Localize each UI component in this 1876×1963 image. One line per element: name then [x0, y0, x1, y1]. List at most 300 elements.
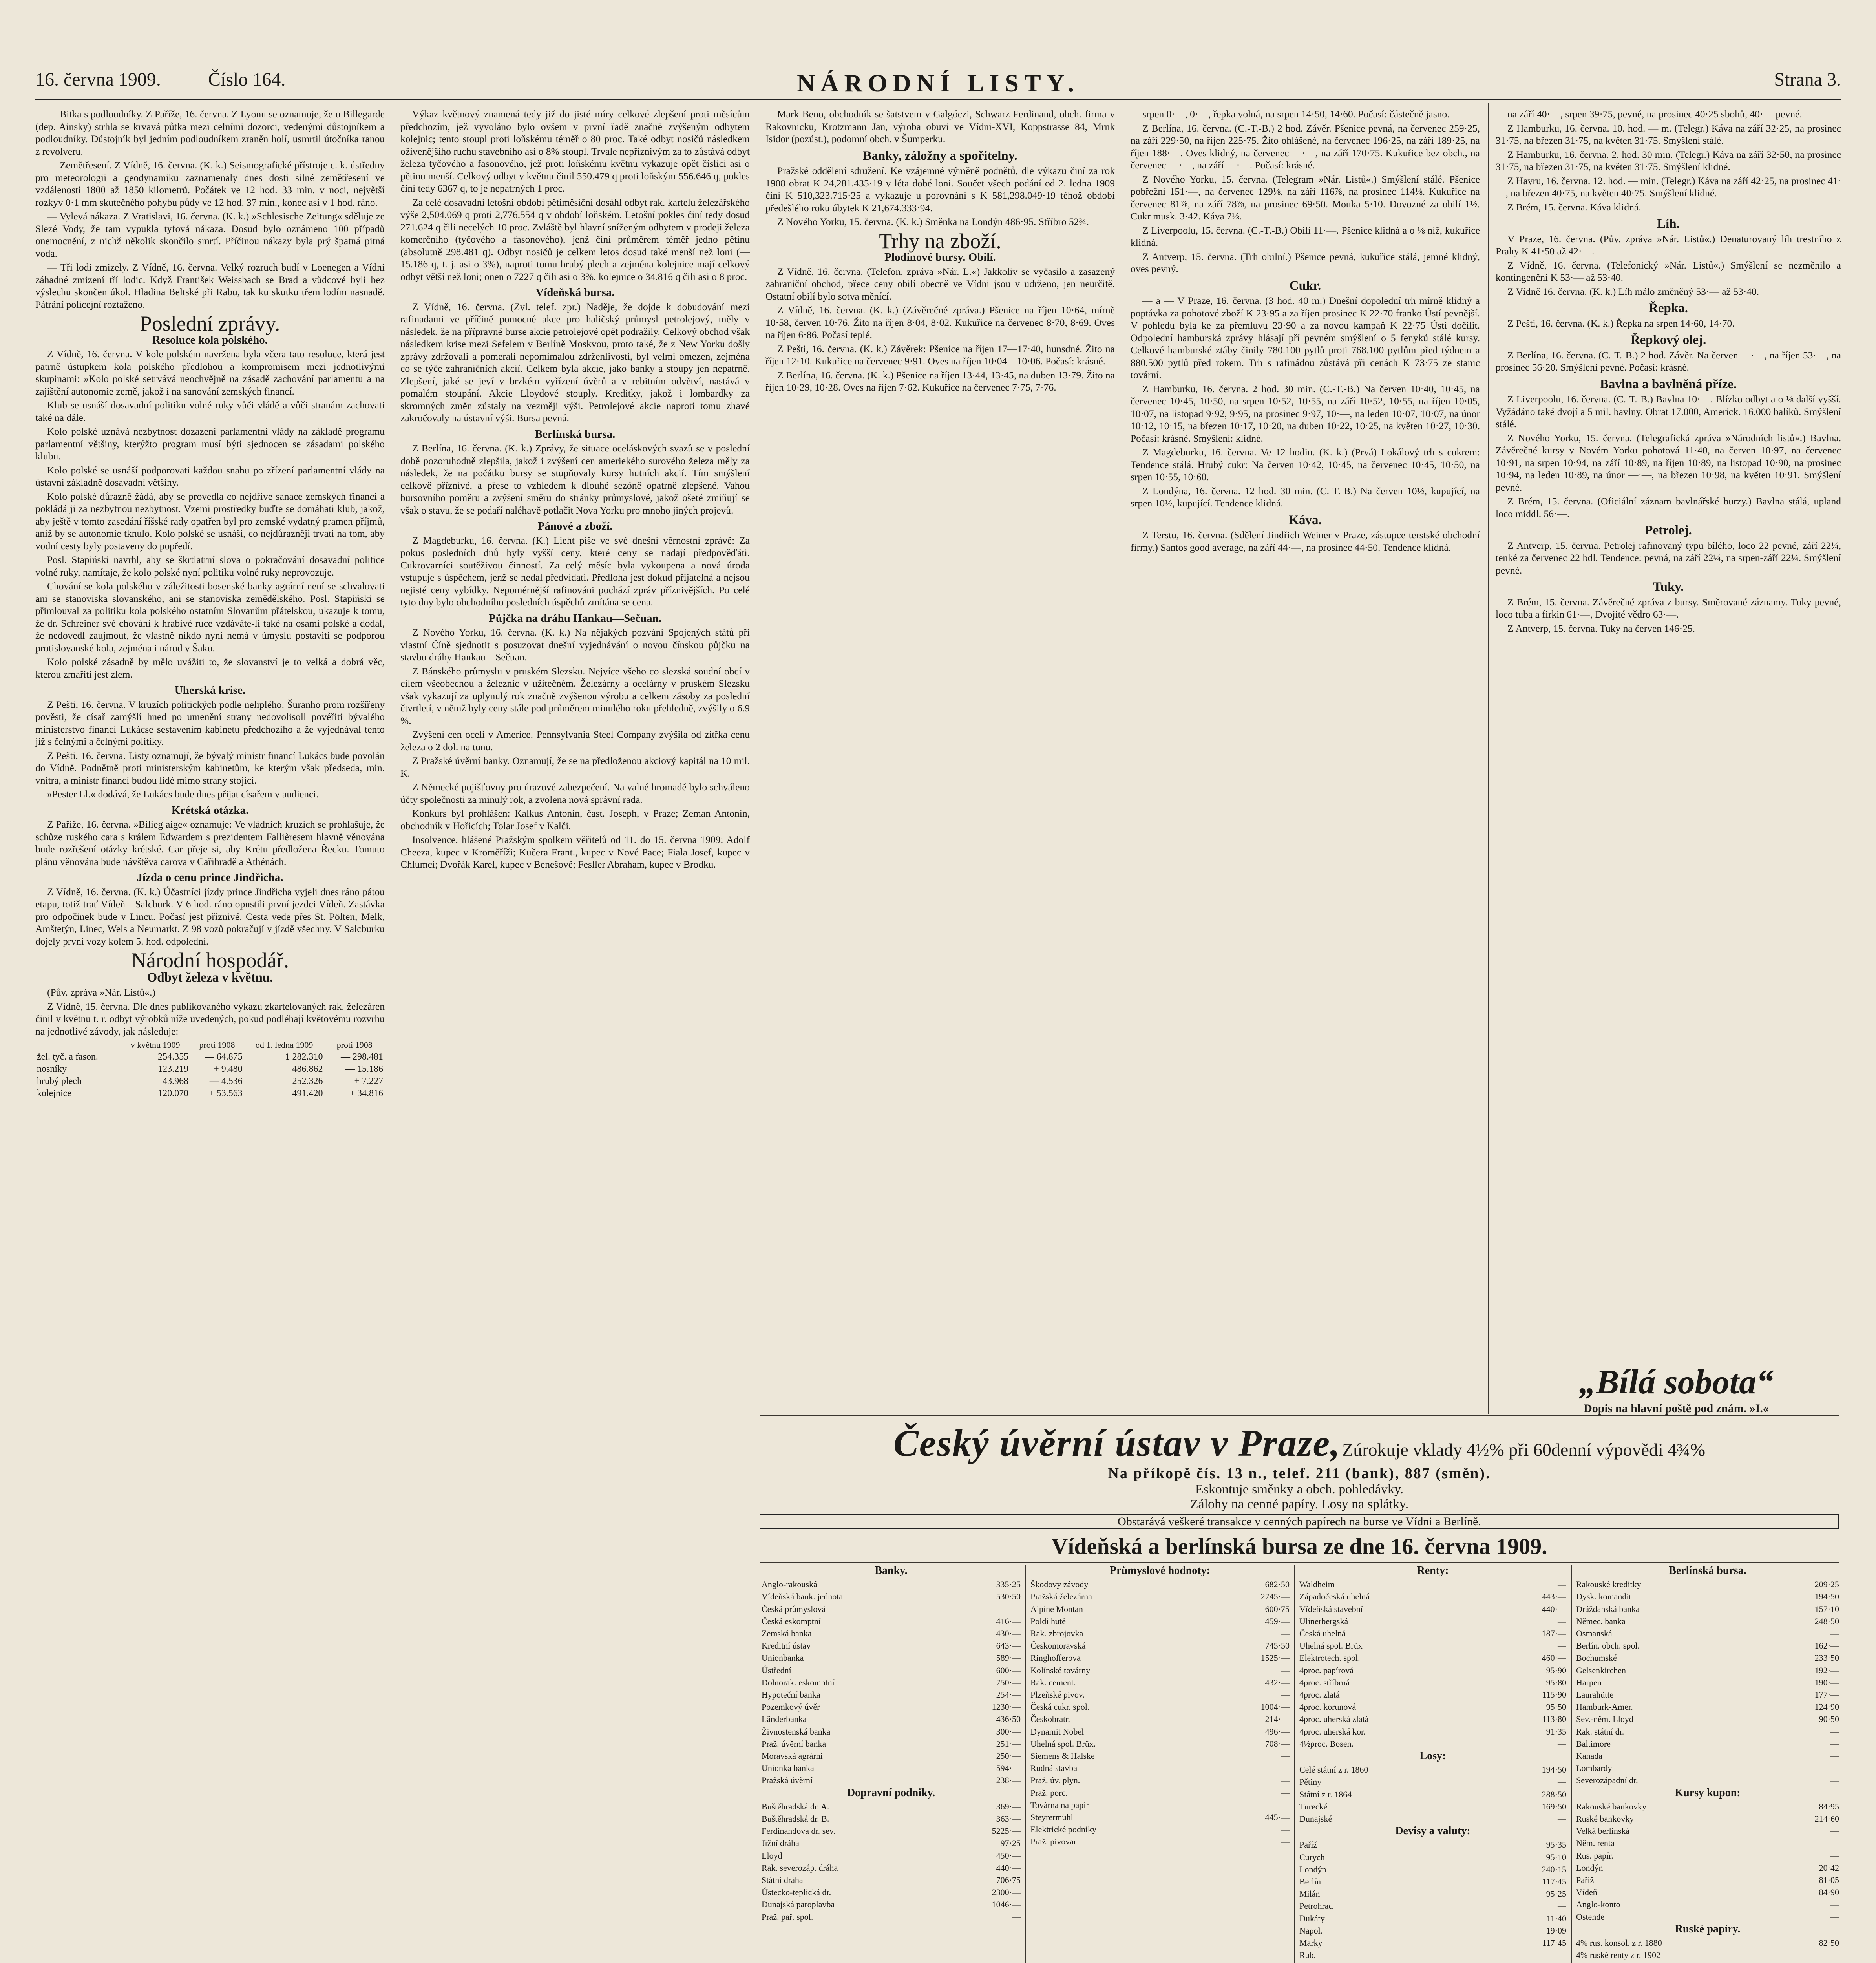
security-price: —: [1830, 1912, 1839, 1922]
article-paragraph: (Pův. zpráva »Nár. Listů«.): [47, 987, 155, 998]
bursa-row: [1030, 1762, 1290, 1774]
table-cell: 1 282.310: [285, 1052, 323, 1062]
security-name: Praž. úv. plyn.: [1030, 1775, 1080, 1786]
security-name: Rak. státní dr.: [1576, 1726, 1624, 1736]
security-name: Vídeňská bank. jednota: [762, 1592, 843, 1602]
bursa-row: [1299, 1689, 1566, 1701]
security-price: 194·50: [1542, 1765, 1566, 1775]
column-economy: [400, 108, 750, 1963]
article-paragraph: Z Nového Yorku, 15. června. (Telegram »Nár. Listů«.) Smýšlení stálé. Pšenice pobřežní 151·—, na červenec 129⅛, na září 116⅞, na prosinec 114⅛. Kukuřice na červenec 81⅞, na září 78⅞, na prosinec 69·50. Mouka 5·10. Dovozné za obilí 1½. Cukr musk. 3·42. Káva 7⅛.: [1131, 173, 1480, 222]
security-price: 600·75: [1265, 1604, 1290, 1614]
bursa-row: [1030, 1627, 1290, 1639]
security-name: Unionka banka: [762, 1763, 814, 1773]
security-price: 91·35: [1546, 1726, 1566, 1736]
security-price: 214·60: [1814, 1814, 1839, 1824]
article-paragraph: Z Brém, 15. června. Závěrečné zpráva z bursy. Směrované záznamy. Tuky pevné, loco tuba a firkin 61·—, Dvojité vědro 63·—.: [1496, 596, 1841, 620]
article-paragraph: Z Vídně, 16. června. (Telefon. zpráva »Nár. L.«) Jakkoliv se vyčasilo a zasazený zahraniční obchod, přece ceny obilí obecně ve Vídni jsou v udrženo, jen neurčitě. Ostatní obilí bylo sotva měnící.: [765, 265, 1115, 302]
section-heading: Jízda o cenu prince Jindřicha.: [137, 871, 283, 884]
bursa-rents: [1299, 1565, 1566, 1963]
article-paragraph: Insolvence, hlášené Pražským spolkem věřitelů od 11. do 15. června 1909: Adolf Cheeza, kupec v Kroměříži; Kučera Frant., kupec v Nové Pace; Fiala Josef, kupec v Chlumci; Dvořák Karel, kupec v Benešově; Fesller Abraham, kupec v Brodku.: [400, 834, 750, 870]
security-name: Curych: [1299, 1852, 1325, 1862]
bursa-row: [762, 1701, 1021, 1713]
table-row: [35, 1075, 385, 1088]
security-name: 4proc. uherská zlatá: [1299, 1714, 1369, 1724]
security-price: [1558, 1961, 1566, 1963]
masthead-page: Strana 3.: [1774, 69, 1841, 90]
table-cell: + 53.563: [209, 1088, 243, 1098]
article-paragraph: Kolo polské zásadně by mělo uvážiti to, že slovanství je to velká a dobrá věc, kterou zmařiti jest zlem.: [35, 656, 385, 680]
security-name: Praž. pař. spol.: [762, 1912, 813, 1922]
article-paragraph: Posl. Stapiński navrhl, aby se škrtlatrní slova o pokračování dosavadní politice volné ruky, namítaje, že kolo polské nyní politiku volné ruky neprovozuje.: [35, 554, 385, 578]
bursa-row: [762, 1676, 1021, 1689]
article-paragraph: Klub se usnáší dosavadní politiku volné ruky vůči vládě a vůči stranám zachovati také na dále.: [35, 399, 385, 423]
bursa-row: [762, 1664, 1021, 1676]
column-banks-markets: [765, 108, 1115, 1411]
section-heading: Banky, záložny a spořitelny.: [863, 148, 1017, 163]
security-price: 363·—: [996, 1814, 1021, 1824]
article-paragraph: Z Nového Yorku, 16. června. (K. k.) Na nějakých pozvání Spojených států při vlastní Číně sjednotit s posuzovat dnešní vyjednávání o novou čínskou půjčku na stavbu dráhy Hankau—Sečuan.: [400, 627, 750, 663]
security-name: Rudná stavba: [1030, 1763, 1078, 1773]
ad-line5: Obstarává veškeré transakce v cenných papírech na burse ve Vídni a Berlíně.: [760, 1514, 1839, 1529]
bursa-row: [1030, 1603, 1290, 1615]
table-row: [35, 1051, 385, 1063]
article-paragraph: Konkurs byl prohlášen: Kalkus Antonín, čast. Joseph, v Praze; Zeman Antonín, obchodník v Hořicích; Tolar Josef v Kalči.: [400, 808, 750, 832]
section-heading: Tuky.: [1653, 580, 1684, 594]
security-name: Harpen: [1576, 1677, 1602, 1687]
bursa-row: [1576, 1590, 1839, 1603]
security-name: Němec. banka: [1576, 1616, 1626, 1626]
security-name: Ústecko-teplická dr.: [762, 1887, 831, 1897]
table-header-cell: proti 1908: [199, 1040, 235, 1050]
security-name: Severozápadní dr.: [1576, 1775, 1638, 1786]
security-name: Státní dráha: [762, 1875, 803, 1885]
bursa-row: [1030, 1689, 1290, 1701]
security-name: Steyrermühl: [1030, 1812, 1073, 1822]
bursa-row: [1576, 1850, 1839, 1862]
bursa-row: [762, 1689, 1021, 1701]
article-paragraph: Z Nového Yorku, 15. června. (K. k.) Směnka na Londýn 486·95. Stříbro 52¾.: [777, 216, 1089, 227]
security-price: 209·25: [1814, 1579, 1839, 1590]
security-price: 192·—: [1814, 1665, 1839, 1675]
security-price: —: [1830, 1899, 1839, 1910]
table-cell: + 34.816: [349, 1088, 383, 1098]
bursa-row: [762, 1713, 1021, 1725]
bursa-row: [1576, 1701, 1839, 1713]
security-price: 745·50: [1265, 1641, 1290, 1651]
article-paragraph: Výkaz květnový znamená tedy již do jisté míry celkové zlepšení proti měsícům předchozím, jež vyvoláno bylo ovšem v první řadě značně zvýšeným odbytem kolejnic; tento stoupl proti loňskému téměř o 80 proc. Také odbyt nosičů následkem oživenějšího ruchu stavebního asi o 8% stoupl. Trvale nepříznivým za to zůstává odbyt železa tyčového a fasonového, jež proti loňskému květnu vykazuje opět číslici asi o pětinu menší. Celkový odbyt v květnu činil 550.479 q proti loňským 556.646 q, pokles činí tedy 6367 q, to je nepatrných 1 proc.: [400, 108, 750, 194]
security-price: —: [1012, 1912, 1021, 1922]
section-heading: Trhy na zboží.: [879, 229, 1001, 253]
article-paragraph: Z Pešti, 16. června. (K. k.) Řepka na srpen 14·60, 14·70.: [1507, 317, 1735, 329]
bursa-row: [1030, 1835, 1290, 1848]
bursa-row: [1299, 1875, 1566, 1888]
bursa-row: [1299, 1937, 1566, 1949]
bursa-row: [762, 1603, 1021, 1615]
bursa-row: [762, 1774, 1021, 1786]
security-name: 4proc. uherská kor.: [1299, 1726, 1366, 1736]
security-name: Česká průmyslová: [762, 1604, 826, 1614]
article-paragraph: srpen 0·—, 0·—, řepka volná, na srpen 14·50, 14·60. Počasí: částečně jasno.: [1142, 108, 1450, 120]
security-name: Zemská banka: [762, 1629, 812, 1639]
security-price: 95·10: [1546, 1852, 1566, 1862]
section-heading: Půjčka na dráhu Hankau—Sečuan.: [489, 612, 661, 625]
security-name: Pozemkový úvěr: [762, 1702, 820, 1712]
security-name: Dunajské: [1299, 1814, 1332, 1824]
security-name: Rak. cement.: [1030, 1677, 1076, 1687]
security-price: —: [1830, 1950, 1839, 1960]
section-heading: Uherská krise.: [174, 684, 246, 696]
table-cell: nosníky: [37, 1064, 67, 1074]
table-row: [35, 1063, 385, 1075]
table-cell: + 7.227: [354, 1076, 383, 1086]
column-rule: [1571, 1565, 1572, 1963]
security-price: 95·35: [1546, 1840, 1566, 1850]
bursa-row: [762, 1862, 1021, 1874]
bursa-row: [1299, 1738, 1566, 1750]
ad-headline: „Bílá sobota“: [1578, 1363, 1774, 1401]
security-name: Velká berlínská: [1576, 1826, 1630, 1836]
bursa-group-heading: Losy:: [1419, 1750, 1446, 1762]
security-name: Rub.: [1299, 1950, 1316, 1960]
security-name: Kreditní ústav: [762, 1641, 811, 1651]
security-price: 250·—: [996, 1751, 1021, 1761]
security-price: 90·50: [1819, 1714, 1839, 1724]
security-name: Bochumské: [1576, 1653, 1617, 1663]
article-paragraph: Z Německé pojišťovny pro úrazové zabezpečení. Na valné hromadě bylo schváleno účty společnosti za minulý rok, a zvolena nová správní rada.: [400, 781, 750, 805]
security-price: —: [1281, 1824, 1290, 1835]
article-paragraph: Z Hamburku, 16. června. 2 hod. 30 min. (C.-T.-B.) Na červen 10·40, 10·45, na červenec 10·45, 10·50, na srpen 10·52, 10·55, na září 10·52, 10·55, na říjen 10·05, 10·07, na listopad 9·92, 9·95, na prosinec 9·97, 10·—, na leden 10·07, 10·07, na únor 10·12, 10·15, na březen 10·17, 10·20, na duben 10·22, 10·25, na květen 10·27, 10·30. Počasí: krásné. Smýšlení: klidné.: [1131, 383, 1480, 444]
security-price: 369·—: [996, 1801, 1021, 1811]
article-paragraph: Z Berlína, 16. června. (K. k.) Pšenice na říjen 13·44, 13·45, na duben 13·79. Žito na říjen 10·29, 10·28. Oves na říjen 7·62. Kukuřice na červenec 7·75, 7·76.: [765, 369, 1115, 393]
security-price: 254·—: [996, 1690, 1021, 1700]
table-cell: — 64.875: [205, 1052, 243, 1062]
security-price: —: [1558, 1814, 1566, 1824]
bursa-row: [1299, 1615, 1566, 1627]
security-price: 251·—: [996, 1738, 1021, 1749]
security-name: Jižní dráha: [762, 1838, 799, 1848]
table-row: [35, 1088, 385, 1100]
security-price: 443·—: [1542, 1592, 1566, 1602]
security-name: Pražská železárna: [1030, 1592, 1092, 1602]
article-paragraph: Z Vídně 16. června. (K. k.) Líh málo změněný 53·— až 53·40.: [1507, 285, 1759, 297]
bursa-row: [1576, 1652, 1839, 1664]
bursa-row: [1576, 1862, 1839, 1874]
security-price: 1230·—: [992, 1702, 1021, 1712]
table-cell: 252.326: [292, 1076, 323, 1086]
section-heading: Resoluce kola polského.: [152, 333, 268, 346]
security-price: 708·—: [1265, 1738, 1290, 1749]
security-price: 416·—: [996, 1616, 1021, 1626]
security-price: 1525·—: [1260, 1653, 1290, 1663]
security-price: —: [1281, 1800, 1290, 1810]
security-name: 4proc. papírová: [1299, 1665, 1354, 1675]
security-name: Dukáty: [1299, 1913, 1325, 1923]
uverni-ustav-ad: [760, 1421, 1839, 1529]
security-price: 95·90: [1546, 1665, 1566, 1675]
security-price: 460·—: [1542, 1653, 1566, 1663]
bursa-row: [762, 1627, 1021, 1639]
ad-subline: Dopis na hlavní poště pod znám. »I.«: [1584, 1402, 1769, 1415]
bursa-row: [1299, 1949, 1566, 1961]
security-name: Napol.: [1299, 1925, 1323, 1936]
section-heading: Káva.: [1289, 513, 1322, 527]
article-paragraph: »Pester Ll.« dodává, že Lukács bude dnes přijat císařem v audienci.: [47, 788, 319, 800]
security-price: 95·25: [1546, 1889, 1566, 1899]
bursa-row: [1299, 1639, 1566, 1652]
iron-sales-table: [35, 1039, 385, 1100]
bursa-row: [762, 1911, 1021, 1923]
section-heading: Cukr.: [1289, 278, 1321, 293]
bursa-group-heading: Renty:: [1417, 1565, 1449, 1577]
security-name: Dynamit Nobel: [1030, 1726, 1084, 1736]
bursa-row: [1299, 1590, 1566, 1603]
bursa-row: [1299, 1839, 1566, 1851]
security-name: 4proc. stříbrná: [1299, 1677, 1350, 1687]
bursa-row: [1299, 1925, 1566, 1937]
security-price: —: [1830, 1838, 1839, 1848]
security-price: —: [1558, 1616, 1566, 1626]
article-paragraph: Z Liverpoolu, 15. června. (C.-T.-B.) Obilí 11·—. Pšenice klidná a o ⅛ níž, kukuřice klidná.: [1131, 224, 1480, 248]
bursa-row: [1576, 1886, 1839, 1898]
article-paragraph: Za celé dosavadní letošní období pětiměsíční dosáhl odbyt rak. kartelu železářského výše 2,504.069 q proti 2,776.554 q v období loňském. Letošní pokles činí tedy dosud 271.624 q čili necelých 10 proc. Zvláště byl hlavní sníženým odbytem v prodeji železa komerčního (tyčového a fasonového), jenž činí průměrem téměř jedno pětinu (absolutně 298.481 q). Odbyt nosičů je celkem letos dosud také menší než loni (— 15.186 q, t. j. asi o 3%), naproti tomu hrubý plech a zejména kolejnice mají celkový odbyt větší než loni; onen o 7227 q čili asi o 3%, kolejnice o 34.816 q čili asi o 8 proc.: [400, 196, 750, 282]
bursa-row: [762, 1652, 1021, 1664]
column-rule: [1294, 1565, 1295, 1963]
article-paragraph: Z Antverp, 15. června. Petrolej rafinovaný typu bílého, loco 22 pevné, září 22¼, tenké za červenec 22 bdl. Tendence: pevná, na září 22¼, na srpen-září 22¼. Smýšlení pevné.: [1496, 539, 1841, 576]
bursa-group-heading: Banky.: [875, 1565, 908, 1577]
ad-rate: Zúrokuje vklady 4½% při 60denní výpovědi 4¾%: [1342, 1440, 1706, 1460]
security-name: Waldheim: [1299, 1579, 1335, 1590]
bursa-row: [1299, 1676, 1566, 1689]
security-name: Berlín: [1299, 1877, 1321, 1887]
column-commodities: [1496, 108, 1841, 1356]
bursa-row: [1299, 1888, 1566, 1900]
security-price: 187·—: [1542, 1629, 1566, 1639]
section-heading: Řepka.: [1649, 301, 1688, 315]
bursa-row: [1576, 1911, 1839, 1923]
article-paragraph: Z Berlína, 16. června. (C.-T.-B.) 2 hod. Závěr. Na červen —·—, na říjen 53·—, na prosinec 56·20. Smýšlení pevné. Počasí: krásné.: [1496, 349, 1841, 373]
security-name: Ferdinandova dr. sev.: [762, 1826, 835, 1836]
security-price: —: [1558, 1738, 1566, 1749]
ad-address: Na příkopě čís. 13 n., telef. 211 (bank), 887 (směn).: [1108, 1465, 1491, 1482]
security-name: 4½proc. Bosen.: [1299, 1738, 1354, 1749]
security-price: 117·45: [1542, 1938, 1566, 1948]
article-paragraph: — Zemětřesení. Z Vídně, 16. června. (K. k.) Seismografické přístroje c. k. ústředny pro meteorologii a geodynamiku zaznamenaly dnes dosti silné zemětřesení ve vzdálenosti 1800 až 1850 kilometrů. Počátek ve 12 hod. 33 min. v noci, největší rozkyv 0·1 mm skutečného pohybu půdy ve 12 hod. 37 min., konec asi v 1 hod. ráno.: [35, 159, 385, 208]
security-price: 233·50: [1814, 1653, 1839, 1663]
security-price: —: [1830, 1738, 1839, 1749]
security-name: Lombardy: [1576, 1763, 1612, 1773]
article-paragraph: Z Brém, 15. června. Káva klidná.: [1507, 201, 1641, 213]
article-paragraph: Z Liverpoolu, 16. června. (C.-T.-B.) Bavlna 10·—. Blízko odbyt a o ⅛ další vyšší. Vyžádáno také dvojí a 5 mil. bavlny. Obrat 17.000, Americk. 16.000 balíků. Smýšlení stálé.: [1496, 393, 1841, 430]
table-header-cell: od 1. ledna 1909: [255, 1040, 313, 1050]
security-price: —: [1281, 1775, 1290, 1786]
security-name: Marky: [1299, 1938, 1323, 1948]
security-price: —: [1281, 1837, 1290, 1847]
table-cell: 120.070: [158, 1088, 189, 1098]
bursa-row: [1299, 1627, 1566, 1639]
security-price: 445·—: [1265, 1812, 1290, 1822]
security-price: —: [1830, 1775, 1839, 1786]
security-name: Berlín. obch. spol.: [1576, 1641, 1640, 1651]
security-name: Turecké: [1299, 1801, 1328, 1811]
security-price: 240·15: [1542, 1864, 1566, 1874]
article-paragraph: — Bitka s podloudníky. Z Paříže, 16. června. Z Lyonu se oznamuje, že u Billegarde (dep. Ainsky) strhla se krvavá půtka mezi celními dozorci, vedenými důstojníkem a podloudníky. Důstojník byl jedním podloudníkem zraněn holí, usmrtil útočníka ranou z revolveru.: [35, 108, 385, 157]
security-name: 4proc. zlatá: [1299, 1690, 1340, 1700]
security-price: 194·50: [1814, 1592, 1839, 1602]
table-cell: 486.862: [292, 1064, 323, 1074]
security-name: Ústřední: [762, 1665, 791, 1675]
security-name: Vídeň: [1576, 1887, 1597, 1897]
security-name: Pražská úvěrní: [762, 1775, 813, 1786]
bursa-row: [1576, 1800, 1839, 1813]
security-price: 95·50: [1546, 1702, 1566, 1712]
security-name: Londýn: [1299, 1864, 1326, 1874]
table-cell: žel. tyč. a fason.: [37, 1052, 98, 1062]
security-price: 440·—: [996, 1862, 1021, 1873]
section-heading: Odbyt železa v květnu.: [147, 970, 273, 985]
security-price: 300·—: [996, 1726, 1021, 1736]
bursa-industry: [1030, 1565, 1290, 1963]
bursa-row: [1030, 1615, 1290, 1627]
security-name: Dysk. komandit: [1576, 1592, 1631, 1602]
security-price: 19·09: [1546, 1925, 1566, 1936]
section-rule: [760, 1415, 1839, 1416]
bursa-row: [1576, 1639, 1839, 1652]
article-paragraph: Z Pešti, 16. června. Listy oznamují, že bývalý ministr financí Lukács bude povolán do Vídně. Podnětně proti ministerským kabinetům, ke kterým však předseda, min. vnitra, a ministr financí budou lidé mimo strany stojící.: [35, 749, 385, 786]
bila-sobota-ad: [1511, 1362, 1841, 1415]
bursa-row: [1576, 1949, 1839, 1961]
bursa-title: Vídeňská a berlínská bursa ze dne 16. června 1909.: [1051, 1533, 1547, 1559]
bursa-row: [1299, 1652, 1566, 1664]
column-rule: [1488, 103, 1489, 1414]
security-price: 530·50: [996, 1592, 1021, 1602]
security-name: Buštěhradská dr. B.: [762, 1814, 829, 1824]
security-name: Továrna na papír: [1030, 1800, 1089, 1810]
section-heading: Petrolej.: [1645, 523, 1692, 537]
security-name: [1299, 1961, 1314, 1963]
bursa-row: [1030, 1578, 1290, 1590]
security-name: Siemens & Halske: [1030, 1751, 1095, 1761]
bursa-row: [1576, 1961, 1839, 1963]
security-price: —: [1830, 1629, 1839, 1639]
column-sugar-coffee: [1131, 108, 1480, 1411]
bursa-row: [1576, 1813, 1839, 1825]
security-name: Poldi hutě: [1030, 1616, 1066, 1626]
article-paragraph: Kolo polské se usnáší podporovati každou snahu po zřízení parlamentní vlády na ústavní základně dosavadní většiny.: [35, 464, 385, 488]
security-name: Paříž: [1299, 1840, 1317, 1850]
article-paragraph: Z Antverp, 15. června. (Trh obilní.) Pšenice pevná, kukuřice stálá, jemné klidný, oves pevný.: [1131, 250, 1480, 274]
bursa-row: [1299, 1664, 1566, 1676]
article-paragraph: Z Vídně, 15. června. Dle dnes publikovaného výkazu zkartelovaných rak. železáren činil v květnu t. r. odbyt výrobků níže uvedených, pokud podléhají květovému rozvrhu na jednotlivé závody, jak následuje:: [35, 1000, 385, 1037]
security-name: Česká cukr. spol.: [1030, 1702, 1090, 1712]
security-name: Länderbanka: [762, 1714, 807, 1724]
section-heading: Národní hospodář.: [131, 949, 289, 972]
article-paragraph: Z Havru, 16. června. 12. hod. — min. (Telegr.) Káva na září 42·25, na prosinec 41·—, na březen 40·75, na květen 40·75. Smýšlení klidné.: [1496, 175, 1841, 199]
security-name: Hypoteční banka: [762, 1690, 820, 1700]
security-name: Ruské bankovky: [1576, 1814, 1634, 1824]
security-name: Hamburk-Amer.: [1576, 1702, 1633, 1712]
security-name: Pětiny: [1299, 1777, 1322, 1787]
article-paragraph: Z Vídně, 16. června. (Telefonický »Nár. Listů«.) Smýšlení se nezměnilo a kontingenční K 53·— až 53·40.: [1496, 259, 1841, 283]
article-paragraph: Pražské oddělení sdružení. Ke vzájemné výměně podnětů, dle výkazu činí za rok 1908 obrat K 24,281.435·19 v léta dobé loni. Součet všech podání od 2. ledna 1909 činí K 510,323.715·25 a vykazuje u porovnání s K 581,298.049·19 téhož období předešlého roku úbytek K 21,674.333·94.: [765, 165, 1115, 214]
article-paragraph: Z Vídně, 16. června. (Zvl. telef. zpr.) Naděje, že dojde k dobudování mezi rafinadami ve příčině pomocné akce pro haličský průmysl petrolejový, měly v následek, že na přípravné burse akcie petrolejové opět podražily. Celkový obchod však následkem krise mezi Sefelem v Berlíně Moskvou, proto také, že z New Yorku došly zprávy zdržovali a pomerali nepomimalou zdrženlivosti, byl velmi omezen, zejména co se týče zahraničních akcií. Celkem byla akcie, jako banky a stoupy jen nepatrně. Zlepšení, jaké se jeví v brzkém vyřízení úvěrů a v rebitním odvětví, nastává v pomalém stoupání. Akcie Lloydové stouply. Kreditky, jakož i lombardky za skromných změn zůstaly na vezměji výši. Petrolejové akcie naproti tomu zhavé zakročovaly na ústavní výši. Bursa pevná.: [400, 301, 750, 424]
security-price: 248·50: [1814, 1616, 1839, 1626]
bursa-row: [762, 1837, 1021, 1849]
security-name: Osmanská: [1576, 1629, 1612, 1639]
article-paragraph: V Praze, 16. června. (Pův. zpráva »Nár. Listů«.) Denaturovaný líh trestního z Prahy K 41·50 až 42·—.: [1496, 233, 1841, 257]
security-name: 4% rus. konsol. z r. 1880: [1576, 1938, 1662, 1948]
security-price: 589·—: [996, 1653, 1021, 1663]
security-price: 430·—: [996, 1629, 1021, 1639]
security-price: —: [1558, 1579, 1566, 1590]
security-price: 169·50: [1542, 1801, 1566, 1811]
security-price: 496·—: [1265, 1726, 1290, 1736]
security-price: 115·90: [1542, 1690, 1566, 1700]
security-name: Alpine Montan: [1030, 1604, 1083, 1614]
security-price: 84·95: [1819, 1801, 1839, 1811]
security-name: Vídeňská stavební: [1299, 1604, 1363, 1614]
table-cell: hrubý plech: [37, 1076, 82, 1086]
bursa-row: [762, 1800, 1021, 1813]
bursa-group-heading: Berlínská bursa.: [1669, 1565, 1746, 1577]
bursa-row: [1576, 1750, 1839, 1762]
security-price: 1004·—: [1260, 1702, 1290, 1712]
security-name: Česká eskomptní: [762, 1616, 821, 1626]
bursa-row: [1030, 1811, 1290, 1823]
bursa-row: [1030, 1664, 1290, 1676]
security-name: Ulinerbergská: [1299, 1616, 1348, 1626]
table-cell: 254.355: [158, 1052, 189, 1062]
bursa-group-heading: Průmyslové hodnoty:: [1110, 1565, 1210, 1577]
security-price: —: [1830, 1751, 1839, 1761]
security-name: Rak. severozáp. dráha: [762, 1862, 838, 1873]
security-price: 682·50: [1265, 1579, 1290, 1590]
security-price: 750·—: [996, 1677, 1021, 1687]
article-paragraph: Z Vídně, 16. června. (K. k.) (Závěrečné zpráva.) Pšenice na říjen 10·64, mírně 10·58, červen 10·76. Žito na říjen 8·04, 8·02. Kukuřice na červenec 8·70, 8·69. Oves na říjen 6·86. Počasí teplé.: [765, 304, 1115, 340]
bursa-row: [1576, 1738, 1839, 1750]
bursa-row: [1576, 1603, 1839, 1615]
bursa-row: [1299, 1578, 1566, 1590]
security-price: 97·25: [1000, 1838, 1021, 1848]
bursa-row: [762, 1578, 1021, 1590]
security-price: 84·90: [1819, 1887, 1839, 1897]
section-heading: Pánové a zboží.: [537, 520, 613, 532]
table-cell: 43.968: [163, 1076, 189, 1086]
security-name: Petrohrad: [1299, 1901, 1333, 1911]
bursa-row: [1576, 1874, 1839, 1886]
article-paragraph: Z Hamburku, 16. června. 10. hod. — m. (Telegr.) Káva na září 32·25, na prosinec 31·75, na březen 31·75, na květen 31·75. Smýšlení stálé.: [1496, 122, 1841, 146]
security-name: Anglo-rakouská: [762, 1579, 817, 1590]
security-price: 95·80: [1546, 1677, 1566, 1687]
security-price: 190·—: [1814, 1677, 1839, 1687]
security-price: —: [1830, 1826, 1839, 1836]
bursa-row: [762, 1886, 1021, 1898]
bursa-row: [1576, 1898, 1839, 1910]
bursa-row: [1030, 1774, 1290, 1786]
security-price: [1830, 1961, 1839, 1963]
masthead-title: NÁRODNÍ LISTY.: [797, 69, 1080, 97]
bursa-row: [1030, 1652, 1290, 1664]
article-paragraph: Z Magdeburku, 16. června. (K.) Lieht píše ve své dnešní věrnostní zprávě: Za pokus posledních dnů byly vyšší ceny, které ceny se nadají předpověďáti. Cukrovarníci soutěživou činností. Za celý měsíc byla vykoupena a nová úroda vstupuje s úspěchem, jenž se nedal předvídati. Předloha jest dokud přijatelná a nejsou nejisté ceny vybídky. Nepomérnější rafinováni pochází zpráv příznivějších. Po celé tyto dny bylo obchodního posledních úspěchů zmítána se cena.: [400, 534, 750, 608]
security-price: 113·80: [1542, 1714, 1566, 1724]
security-name: Rus. papír.: [1576, 1850, 1613, 1861]
security-name: Elektrotech. spol.: [1299, 1653, 1360, 1663]
security-price: 5225·—: [992, 1826, 1021, 1836]
security-name: Uhelná spol. Brüx: [1299, 1641, 1363, 1651]
security-price: 157·10: [1814, 1604, 1839, 1614]
security-name: Laurahütte: [1576, 1690, 1614, 1700]
security-name: Rakouské kreditky: [1576, 1579, 1641, 1590]
bursa-row: [762, 1762, 1021, 1774]
